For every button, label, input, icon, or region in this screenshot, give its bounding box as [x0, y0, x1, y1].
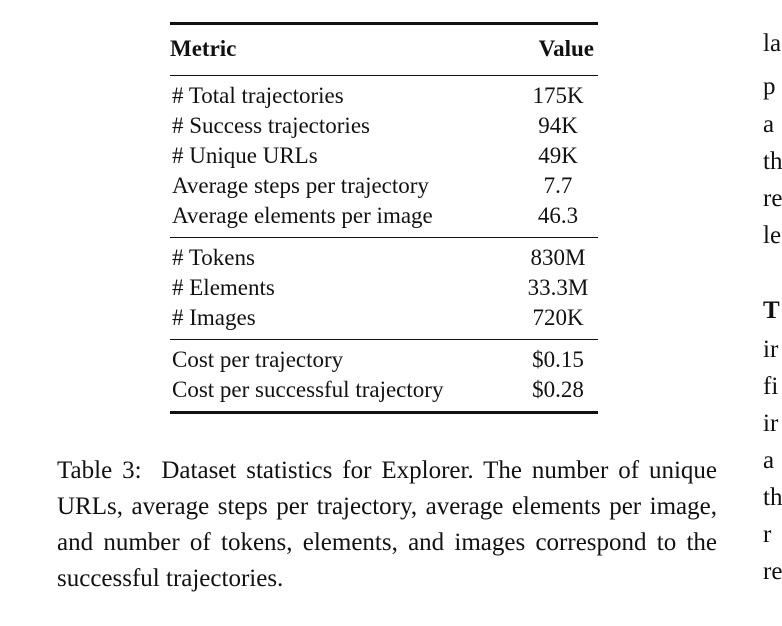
metric-cell: Average elements per image: [170, 201, 518, 238]
metric-cell: # Total trajectories: [172, 83, 344, 108]
value-cell: $0.28: [518, 375, 598, 413]
table-row: [170, 171, 598, 201]
value-cell: 720K: [518, 303, 598, 340]
table-row: [170, 238, 598, 274]
caption-label: Table 3:: [57, 457, 142, 484]
metric-cell: # Success trajectories: [172, 113, 370, 138]
table-row: [170, 303, 598, 340]
adjacent-text-fragment: r: [763, 521, 772, 548]
metric-cell: Cost per successful trajectory: [170, 375, 518, 413]
table-row: [170, 273, 598, 303]
table-header-row: [170, 24, 598, 76]
adjacent-text-fragment: a: [763, 111, 775, 138]
caption-text: Dataset statistics for Explorer. The number of unique URLs, average steps per trajectory, average elements per image, and number of tokens, elements, and images correspond to the successful trajectories.: [57, 457, 718, 592]
value-column-header: Value: [518, 24, 598, 76]
adjacent-text-fragment: la: [763, 30, 782, 57]
table-row: [170, 76, 598, 112]
statistics-table-container: [170, 22, 598, 414]
table-row: [170, 375, 598, 413]
table-row: [170, 201, 598, 238]
value-cell: 49K: [538, 143, 578, 168]
metric-cell: # Images: [170, 303, 518, 340]
adjacent-text-fragment: th: [763, 148, 782, 175]
adjacent-text-fragment: T: [763, 297, 780, 324]
adjacent-text-fragment: p: [763, 73, 776, 100]
value-cell: 94K: [538, 113, 578, 138]
adjacent-text-fragment: a: [763, 447, 775, 474]
adjacent-text-fragment: ir: [763, 336, 779, 363]
metric-cell: Average steps per trajectory: [172, 173, 429, 198]
dataset-statistics-table: [170, 22, 598, 414]
table-row: [170, 141, 598, 171]
value-cell: 46.3: [518, 201, 598, 238]
metric-cell: # Tokens: [172, 245, 255, 270]
table-caption: [57, 453, 717, 597]
table-row: [170, 111, 598, 141]
adjacent-text-fragment: th: [763, 484, 782, 511]
metric-cell: Cost per trajectory: [172, 347, 344, 372]
value-cell: 7.7: [543, 173, 573, 198]
adjacent-column-text: [763, 0, 782, 626]
adjacent-text-fragment: re: [763, 185, 782, 212]
value-cell: 33.3M: [527, 275, 589, 300]
adjacent-text-fragment: ir: [763, 410, 779, 437]
value-cell: 175K: [532, 83, 584, 108]
adjacent-text-fragment: re: [763, 558, 782, 585]
metric-cell: # Unique URLs: [172, 143, 318, 168]
adjacent-text-fragment: le: [763, 222, 782, 249]
metric-cell: # Elements: [172, 275, 275, 300]
value-cell: 830M: [530, 245, 586, 270]
table-row: [170, 340, 598, 376]
metric-column-header: Metric: [170, 24, 518, 76]
adjacent-text-fragment: fi: [763, 373, 779, 400]
value-cell: $0.15: [532, 347, 584, 372]
